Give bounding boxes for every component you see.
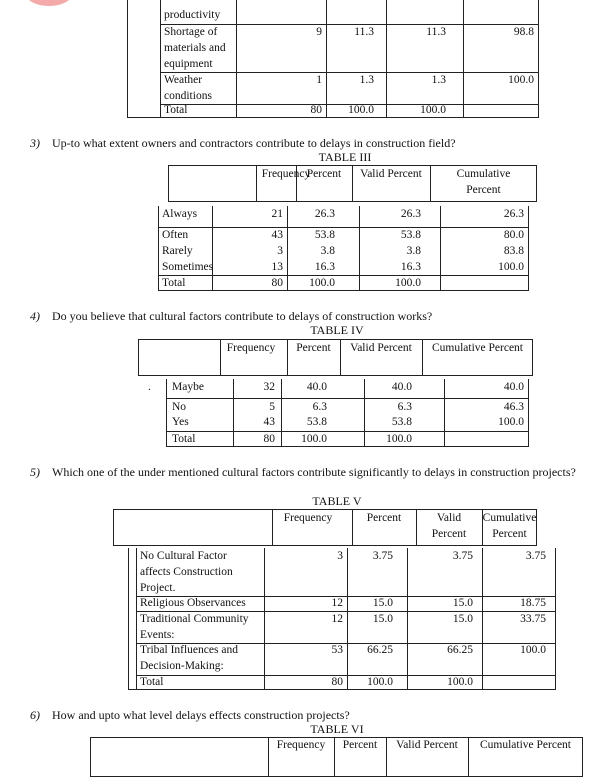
table-3-header-frequency: Frequency	[261, 168, 311, 180]
table-5-cell-label: No Cultural Factor	[140, 550, 227, 562]
logo-mark	[26, 0, 72, 6]
table-3-cell-cumulative: 100.0	[498, 261, 524, 273]
table-5-cell-label: Total	[140, 676, 164, 688]
question-number: 5)	[30, 465, 40, 479]
table-3-cell-percent: 100.0	[309, 277, 335, 289]
table-5-cell-label: Religious Observances	[140, 597, 246, 609]
table-top-cell-percent: 1.3	[359, 74, 374, 86]
table-4-cell-valid: 6.3	[397, 401, 412, 413]
question-text: Which one of the under mentioned cultural factors contribute significantly to delays in construction projects?	[52, 465, 576, 479]
table-3-cell-percent: 26.3	[314, 208, 335, 220]
table-5-cell-label: affects Construction	[140, 566, 233, 578]
question-text: Up-to what extent owners and contractors contribute to delays in construction field?	[52, 136, 456, 150]
table-top-cell-cumulative: 98.8	[513, 26, 534, 38]
table-3-cell-valid: 16.3	[400, 261, 421, 273]
table-3-header-cumulative: Cumulative	[456, 168, 511, 180]
table-5-cell-percent: 15.0	[372, 613, 393, 625]
question-5	[30, 465, 576, 480]
table-top-cell-label: equipment	[164, 58, 213, 70]
table-top-cell-label: productivity	[164, 9, 221, 21]
table-3-cell-valid: 100.0	[395, 277, 421, 289]
table-5-cell-cumulative: 18.75	[520, 597, 546, 609]
table-5-header-frequency: Frequency	[283, 512, 333, 524]
table-5-cell-valid: 15.0	[452, 597, 473, 609]
table-3-cell-label: Total	[162, 277, 186, 289]
table-3-header-percent: Percent	[306, 168, 342, 180]
table-5-cell-label: Tribal Influences and	[140, 644, 238, 656]
table-6-header-percent: Percent	[342, 739, 378, 751]
table-3-cell-label: Always	[162, 208, 198, 220]
table-4-cell-valid: 100.0	[386, 433, 412, 445]
table-top-cell-valid: 100.0	[420, 104, 446, 116]
table-5-cell-frequency: 53	[331, 644, 343, 656]
table-5-cell-frequency: 12	[331, 597, 343, 609]
question-4	[30, 309, 432, 324]
table-4-header-cumulative-percent: Cumulative Percent	[431, 342, 524, 354]
table-3-cell-label: Often	[162, 229, 189, 241]
table-4-cell-cumulative: 100.0	[498, 416, 524, 428]
table-6-header-cumulative-percent: Cumulative Percent	[479, 739, 572, 751]
question-text: Do you believe that cultural factors contribute to delays of construction works?	[52, 309, 433, 323]
table-4-cell-valid: 53.8	[391, 416, 412, 428]
table-4-header-frequency: Frequency	[226, 342, 276, 354]
table-5-cell-valid: 15.0	[452, 613, 473, 625]
table-top-cell-percent: 100.0	[348, 104, 374, 116]
table-3-header-percent-2: Percent	[466, 184, 501, 196]
table-5-cell-valid: 66.25	[447, 644, 473, 656]
table-3-cell-percent: 16.3	[314, 261, 335, 273]
table-4-cell-cumulative: 40.0	[503, 381, 524, 393]
table-5-cell-percent: 15.0	[372, 597, 393, 609]
table-5-cell-valid: 100.0	[447, 676, 473, 688]
table-5-cell-frequency: 12	[331, 613, 343, 625]
table-5-cell-label: Project.	[140, 582, 176, 594]
table-5-cell-cumulative: 100.0	[520, 644, 546, 656]
table-top-cell-valid: 1.3	[431, 74, 446, 86]
table-5-cell-label: Events:	[140, 629, 175, 641]
table-5-cell-label: Traditional Community	[140, 613, 249, 625]
table-4-cell-percent: 6.3	[312, 401, 327, 413]
table-5-cell-percent: 100.0	[367, 676, 393, 688]
table-4-cell-label: Total	[172, 433, 196, 445]
question-6	[30, 708, 350, 723]
table-3-cell-frequency: 21	[271, 208, 283, 220]
table-3-cell-frequency: 43	[271, 229, 283, 241]
table-3-cell-cumulative: 83.8	[503, 245, 524, 257]
table-6-title: TABLE VI	[310, 722, 364, 736]
table-3-cell-valid: 53.8	[400, 229, 421, 241]
table-5-header-valid: Valid	[436, 512, 462, 524]
table-5-cell-frequency: 80	[331, 676, 343, 688]
table-top-cell-percent: 11.3	[354, 26, 374, 38]
table-4-cell-percent: 40.0	[306, 381, 327, 393]
table-4-header-percent: Percent	[296, 342, 331, 354]
table-3-cell-valid: 26.3	[400, 208, 421, 220]
table-5-cell-percent: 66.25	[367, 644, 393, 656]
table-4-cell-valid: 40.0	[391, 381, 412, 393]
table-5-cell-label: Decision-Making:	[140, 660, 224, 672]
table-5-header-cumulative-percent-2: Percent	[492, 528, 527, 540]
question-number: 4)	[30, 309, 40, 323]
table-5-cell-cumulative: 3.75	[525, 550, 546, 562]
question-3	[30, 136, 456, 151]
table-3-header-valid-percent: Valid Percent	[360, 168, 422, 180]
table-3-cell-frequency: 80	[271, 277, 283, 289]
table-top-cell-label: Shortage of	[164, 26, 218, 38]
question-text: How and upto what level delays effects construction projects?	[52, 708, 350, 722]
table-top-cell-label: materials and	[164, 42, 226, 54]
table-4-cell-label: Yes	[172, 416, 189, 428]
table-5-cell-frequency: 3	[337, 550, 343, 562]
table-4-dot: .	[148, 381, 151, 393]
table-top-cell-label: Total	[164, 104, 188, 116]
table-3-cell-frequency: 3	[277, 245, 283, 257]
table-top-cell-valid: 11.3	[426, 26, 446, 38]
table-top-cell-frequency: 9	[316, 26, 322, 38]
table-top-cell-label: Weather	[164, 74, 203, 86]
table-5-header-valid-percent-2: Percent	[431, 528, 467, 540]
table-6-header-frequency: Frequency	[276, 739, 326, 751]
table-3-cell-label: Sometimes	[162, 261, 214, 273]
table-4-cell-percent: 53.8	[306, 416, 327, 428]
table-5-cell-valid: 3.75	[452, 550, 473, 562]
table-6-header-valid-percent: Valid Percent	[396, 739, 458, 751]
table-3-cell-cumulative: 26.3	[503, 208, 524, 220]
table-5-title: TABLE V	[312, 494, 362, 508]
table-4-cell-frequency: 80	[263, 433, 275, 445]
table-top-cell-frequency: 80	[310, 104, 322, 116]
table-4-cell-frequency: 43	[263, 416, 275, 428]
table-4-cell-frequency: 32	[263, 381, 275, 393]
question-number: 6)	[30, 708, 40, 722]
table-3-cell-percent: 53.8	[314, 229, 335, 241]
table-top-cell-frequency: 1	[316, 74, 322, 86]
table-5-cell-cumulative: 33.75	[520, 613, 546, 625]
table-5-header-cumulative: Cumulative	[482, 512, 537, 524]
table-5-header-percent: Percent	[366, 512, 402, 524]
table-4-cell-percent: 100.0	[301, 433, 327, 445]
table-3-cell-frequency: 13	[271, 261, 283, 273]
table-4-title: TABLE IV	[310, 323, 364, 337]
table-top-cell-cumulative: 100.0	[508, 74, 534, 86]
table-3-cell-percent: 3.8	[320, 245, 335, 257]
table-3-cell-valid: 3.8	[406, 245, 421, 257]
table-4-cell-frequency: 5	[269, 401, 275, 413]
table-3-cell-label: Rarely	[162, 245, 193, 257]
table-3-cell-cumulative: 80.0	[503, 229, 524, 241]
question-number: 3)	[30, 136, 40, 150]
table-5-cell-percent: 3.75	[372, 550, 393, 562]
table-4-cell-label: No	[172, 401, 187, 413]
table-3-title: TABLE III	[318, 150, 372, 164]
table-top-cell-label: conditions	[164, 90, 212, 102]
table-4-header-valid-percent: Valid Percent	[350, 342, 412, 354]
table-4-cell-cumulative: 46.3	[503, 401, 524, 413]
table-4-cell-label: Maybe	[172, 381, 204, 393]
